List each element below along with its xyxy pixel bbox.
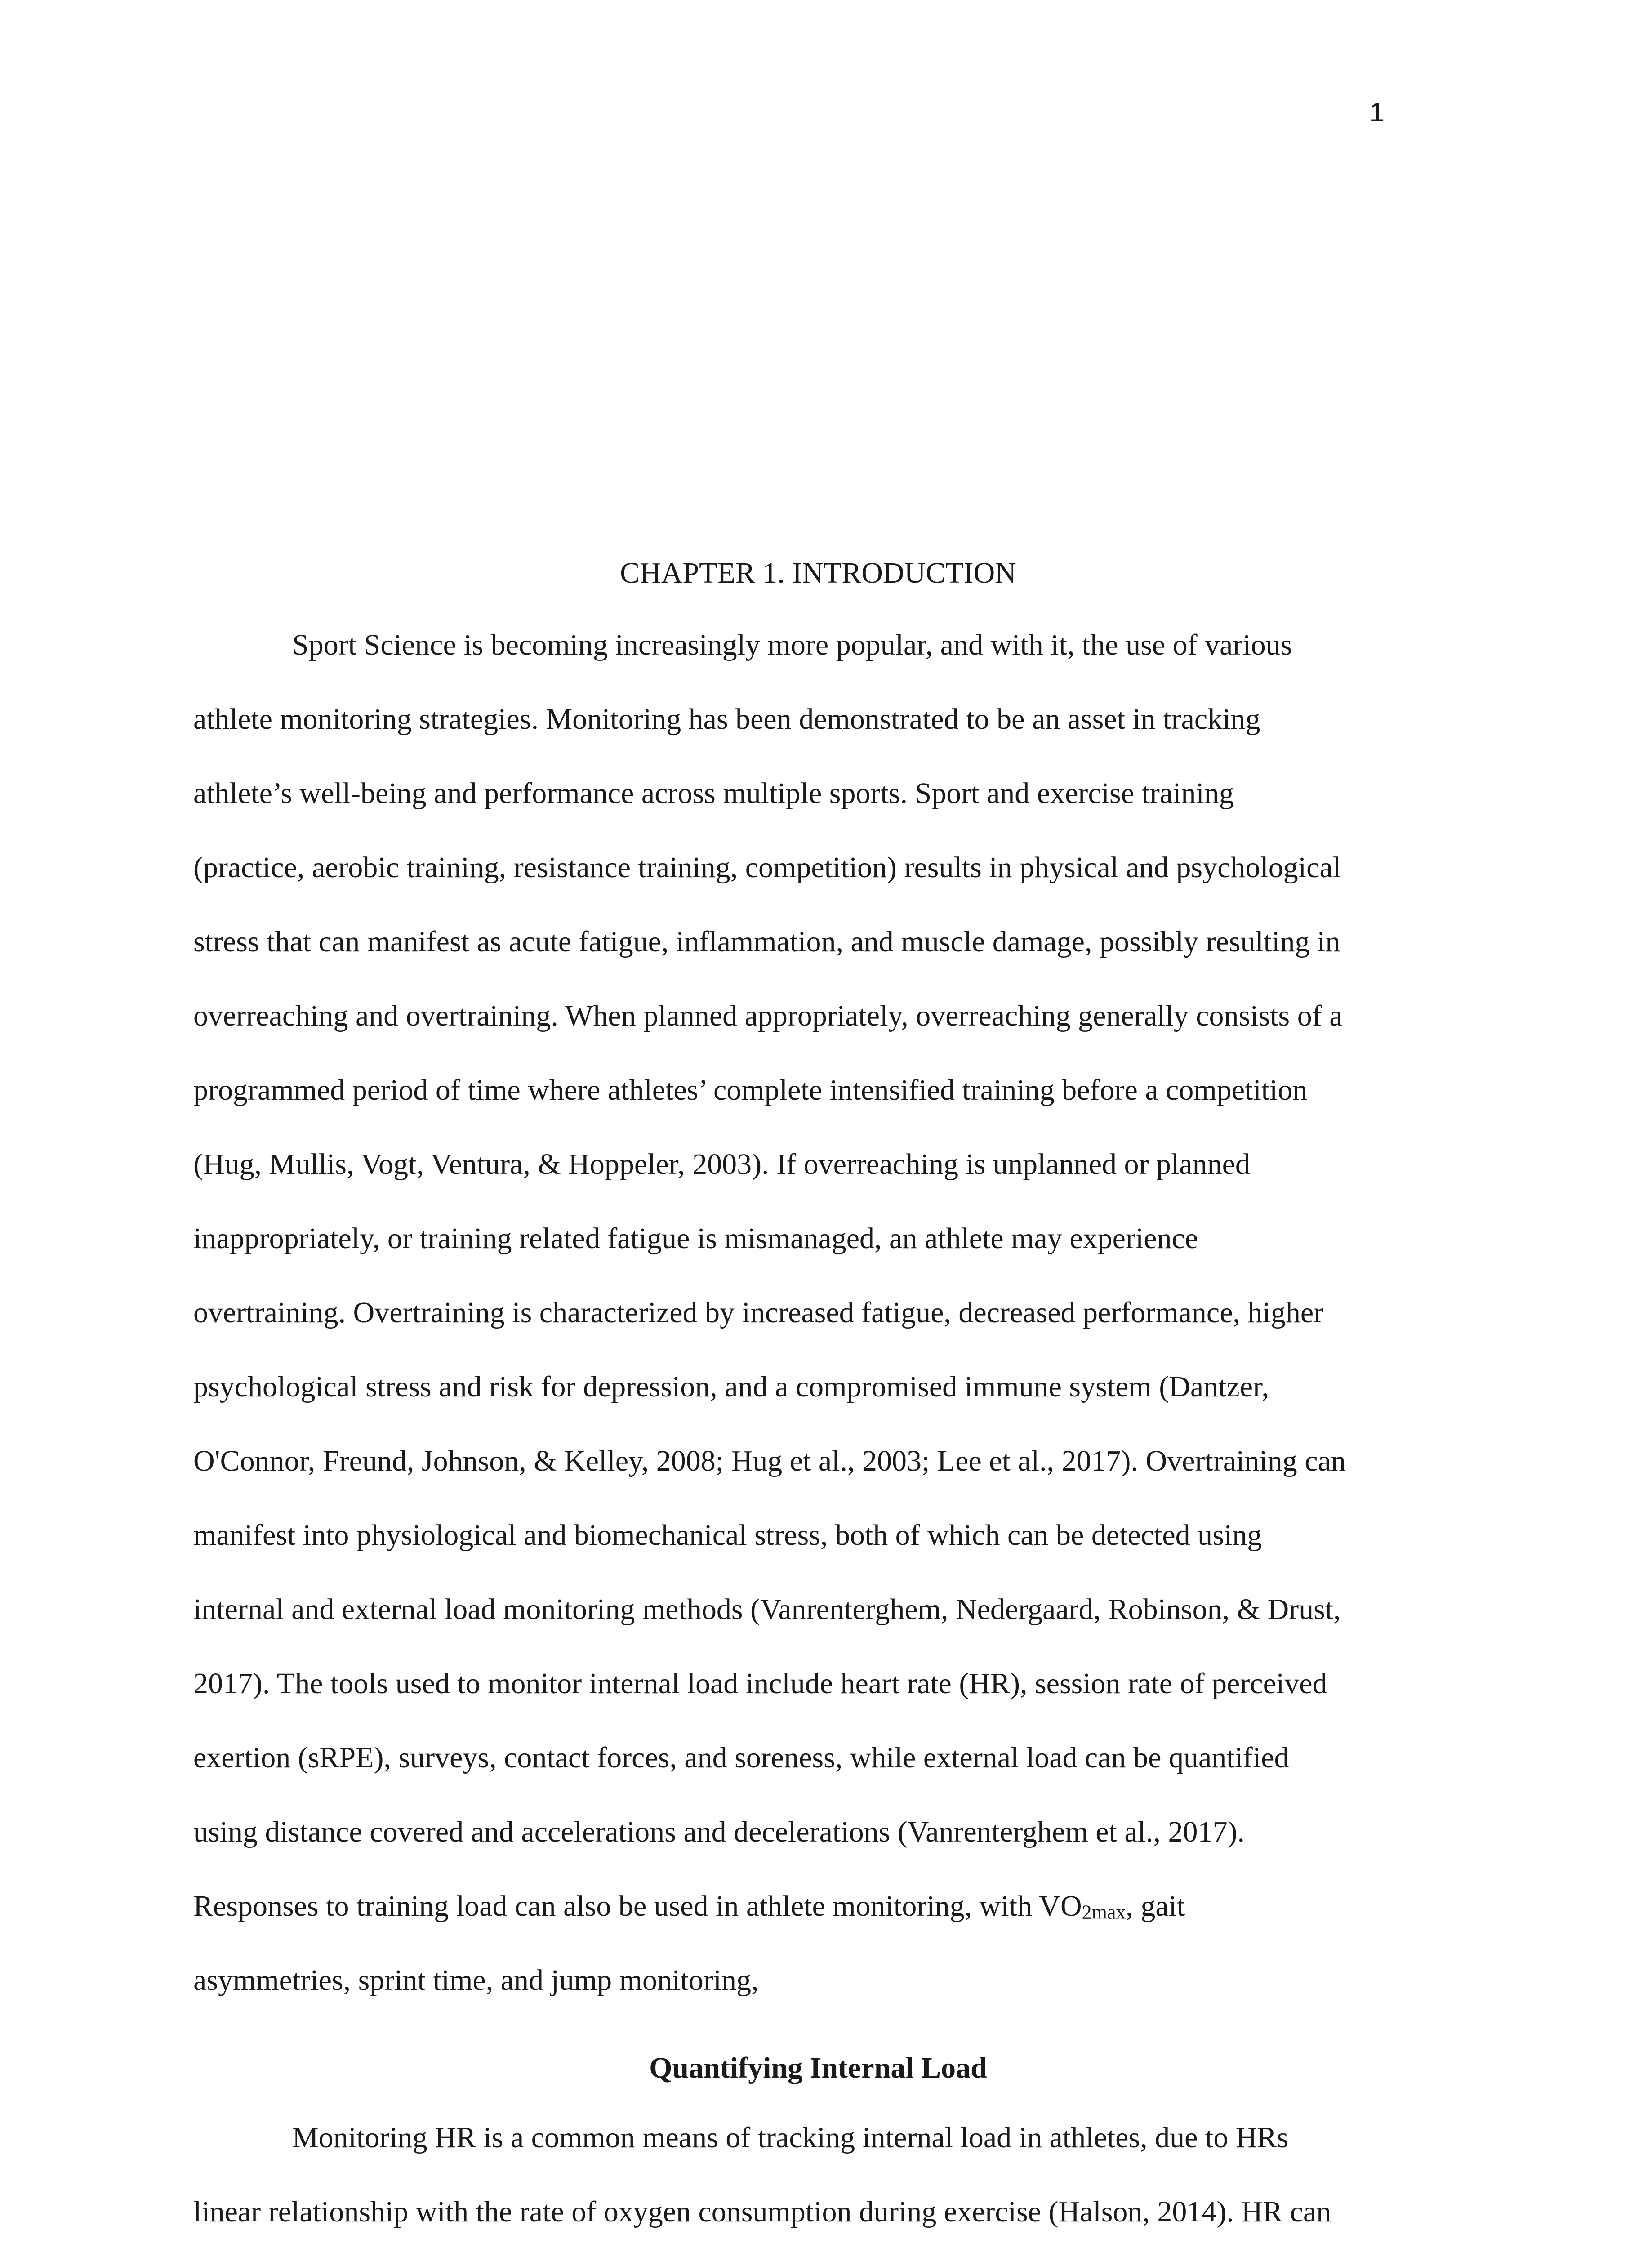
paragraph-line: psychological stress and risk for depression, and a compromised immune system (Dantzer,: [193, 1370, 1269, 1403]
paragraph-line: exertion (sRPE), surveys, contact forces, and soreness, while external load can be quantified: [193, 1741, 1289, 1774]
paragraph-line-vo2max: [193, 1888, 1474, 1963]
paragraph-line: internal and external load monitoring methods (Vanrenterghem, Nedergaard, Robinson, & Drust,: [193, 1593, 1341, 1626]
paragraph-line: using distance covered and accelerations and decelerations (Vanrenterghem et al., 2017).: [193, 1815, 1245, 1848]
page-number: 1: [1369, 97, 1385, 127]
paragraph-line: stress that can manifest as acute fatigue, inflammation, and muscle damage, possibly resulting in: [193, 925, 1340, 958]
paragraph-line: athlete’s well-being and performance across multiple sports. Sport and exercise training: [193, 777, 1234, 810]
paragraph-line: 2017). The tools used to monitor internal load include heart rate (HR), session rate of perceived: [193, 1667, 1327, 1700]
paragraph-line: overreaching and overtraining. When planned appropriately, overreaching generally consists of a: [193, 999, 1343, 1032]
paragraph-line: programmed period of time where athletes’ complete intensified training before a competition: [193, 1074, 1308, 1106]
line-text: Responses to training load can also be used in athlete monitoring, with VO: [193, 1890, 1082, 1922]
paragraph-line: asymmetries, sprint time, and jump monitoring,: [193, 1964, 759, 1997]
paragraph-line: athlete monitoring strategies. Monitoring has been demonstrated to be an asset in tracking: [193, 703, 1260, 736]
paragraph-line: overtraining. Overtraining is characterized by increased fatigue, decreased performance, higher: [193, 1296, 1324, 1329]
paragraph-line: (Hug, Mullis, Vogt, Ventura, & Hoppeler, 2003). If overreaching is unplanned or planned: [193, 1148, 1250, 1181]
paragraph-line: Sport Science is becoming increasingly more popular, and with it, the use of various: [292, 629, 1292, 661]
paragraph-line: linear relationship with the rate of oxygen consumption during exercise (Halson, 2014). HR can: [193, 2195, 1331, 2228]
subscript-2max: 2max: [1082, 1901, 1126, 1923]
paragraph-line: Monitoring HR is a common means of tracking internal load in athletes, due to HRs: [292, 2121, 1289, 2154]
chapter-heading: CHAPTER 1. INTRODUCTION: [620, 557, 1016, 589]
paragraph-line: O'Connor, Freund, Johnson, & Kelley, 2008; Hug et al., 2003; Lee et al., 2017). Overtraining can: [193, 1445, 1346, 1477]
paragraph-line: (practice, aerobic training, resistance training, competition) results in physical and psychological: [193, 851, 1341, 884]
paragraph-line: manifest into physiological and biomechanical stress, both of which can be detected using: [193, 1519, 1262, 1552]
internal-load-paragraph: [193, 2120, 1474, 2248]
section-heading: Quantifying Internal Load: [649, 2052, 987, 2084]
line-text: , gait: [1126, 1890, 1185, 1922]
introduction-paragraph: [193, 627, 1474, 2037]
paragraph-line: inappropriately, or training related fatigue is mismanaged, an athlete may experience: [193, 1222, 1198, 1255]
